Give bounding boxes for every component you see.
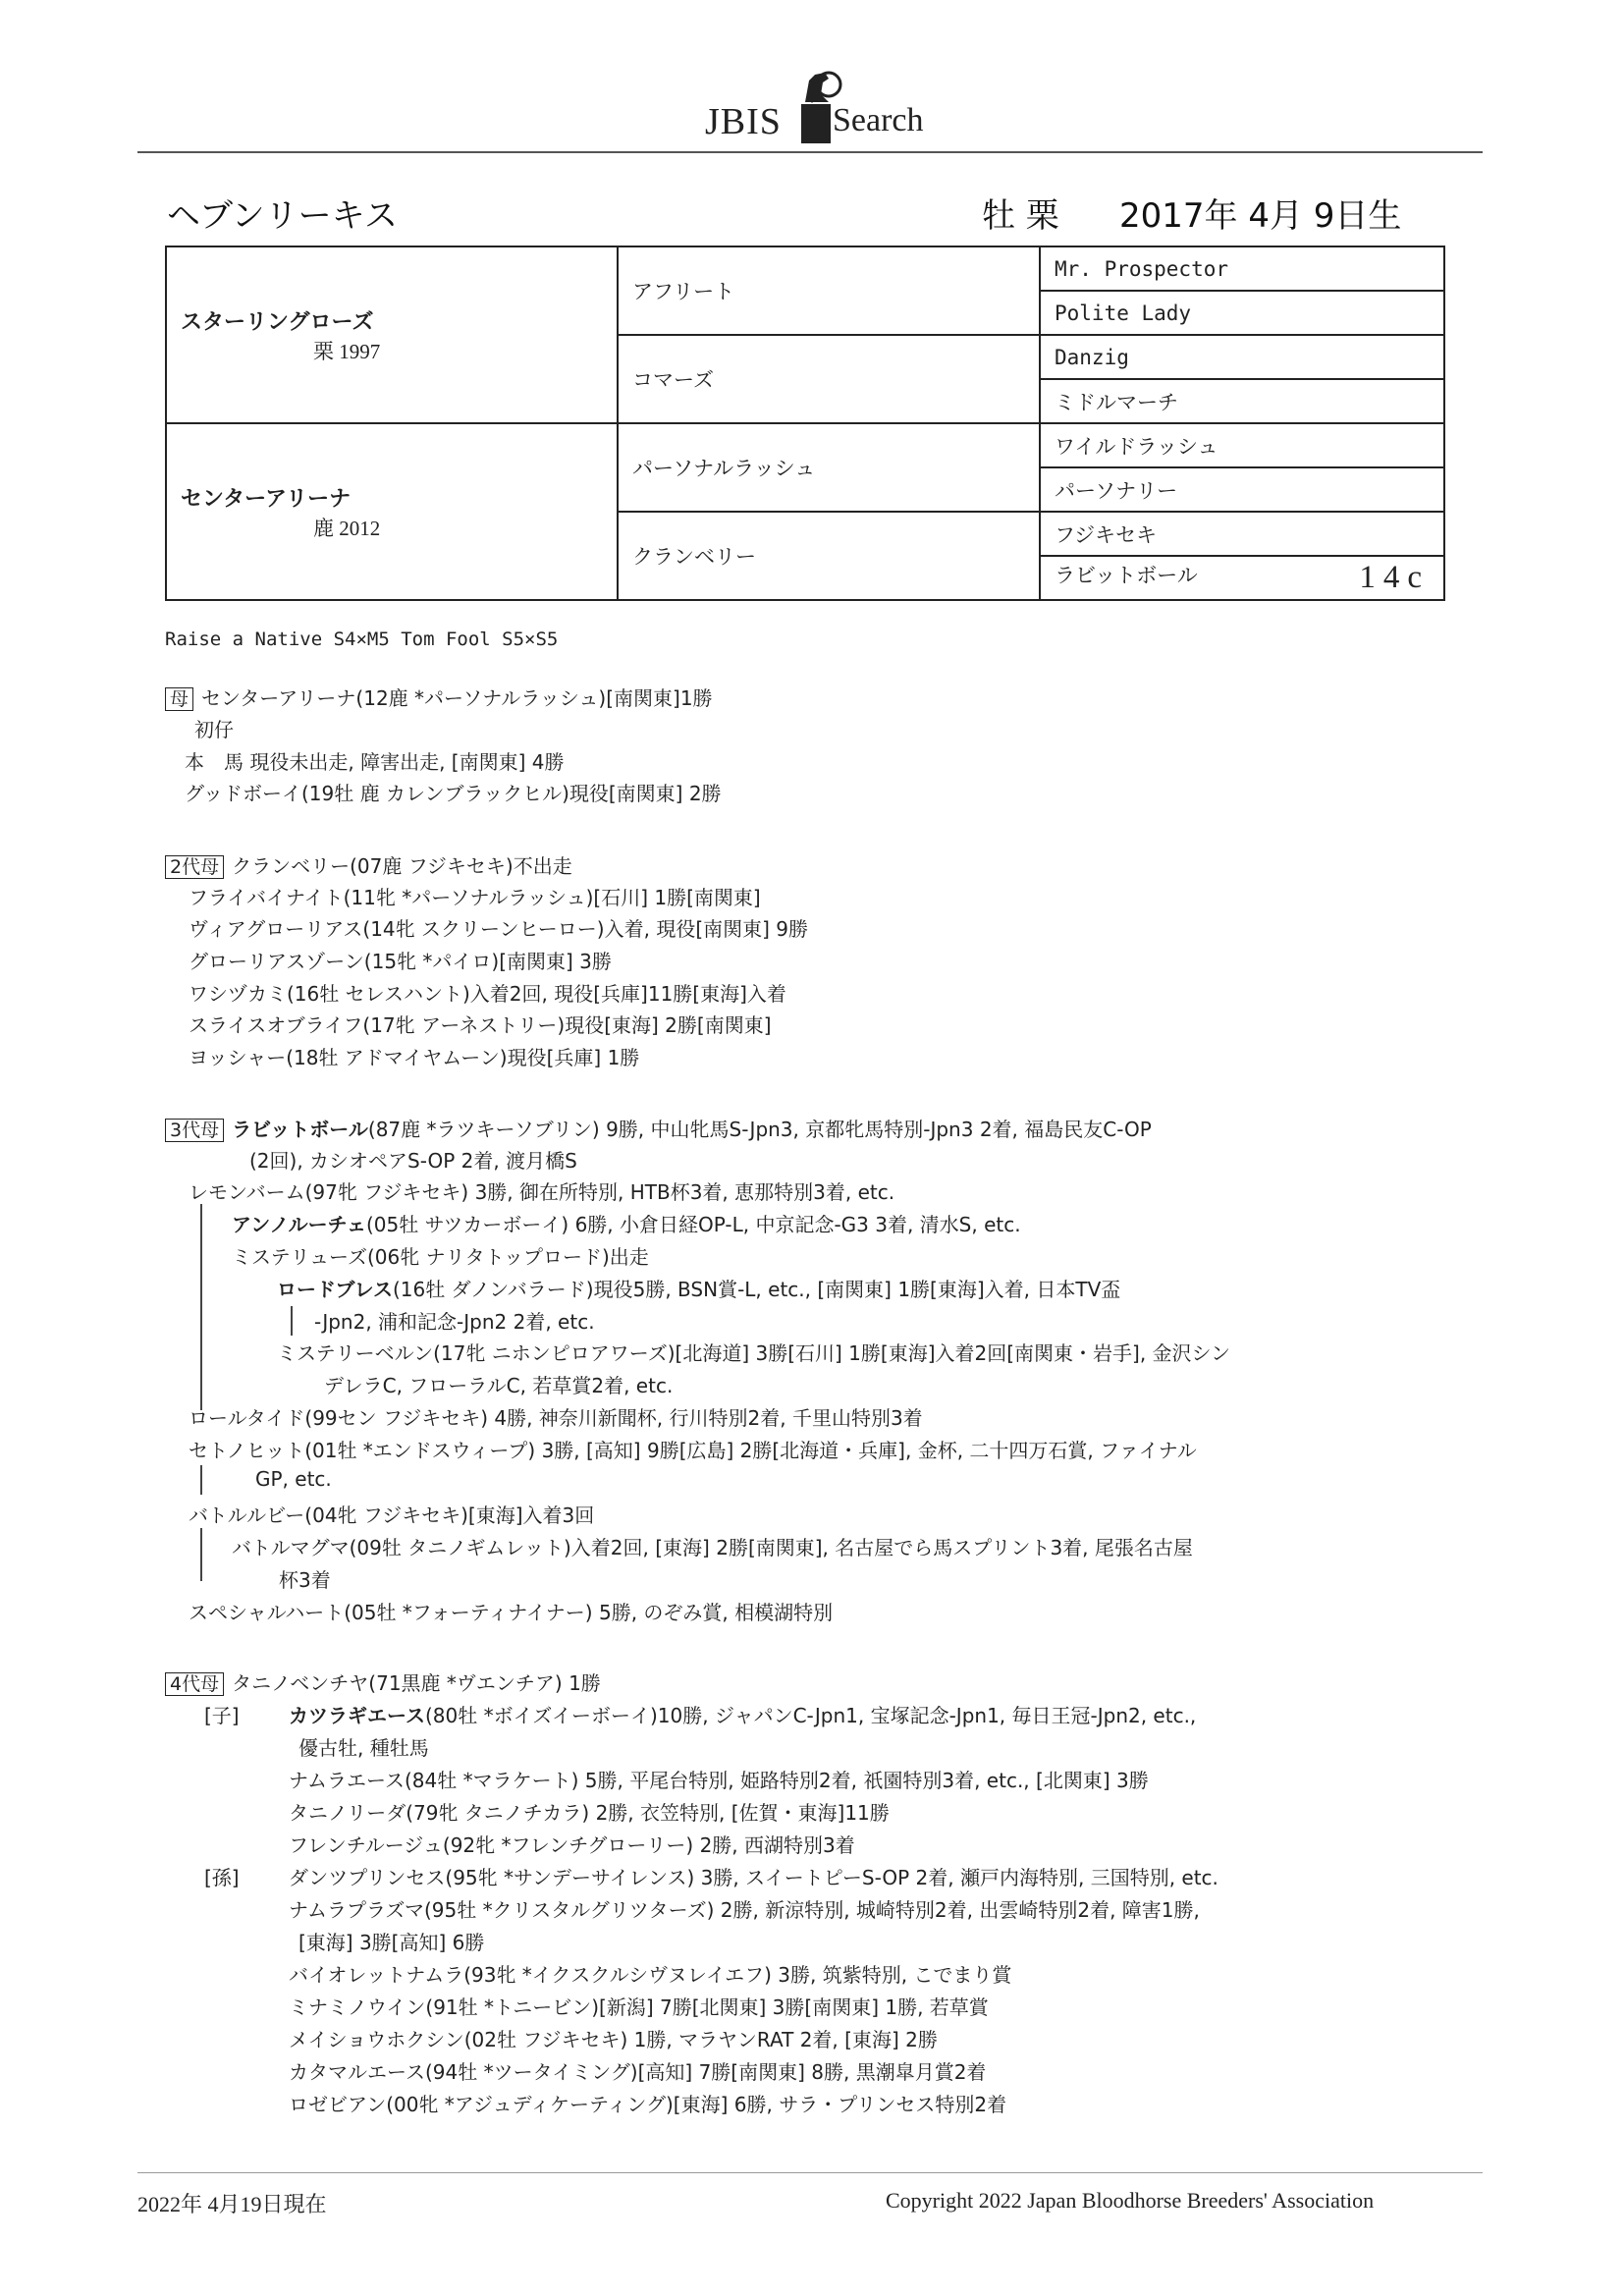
text-line: ミナミノウイン(91牡 *トニービン)[新潟] 7勝[北関東] 3勝[南関東] 1勝, 若草賞 bbox=[289, 1995, 989, 2019]
g3-cell bbox=[1040, 556, 1444, 600]
text-line: 優古牡, 種牡馬 bbox=[298, 1736, 429, 1760]
family-number: 14c bbox=[1359, 560, 1430, 595]
text-line: 本 馬 現役未出走, 障害出走, [南関東] 4勝 bbox=[185, 750, 565, 774]
text-line-detail: (80牡 *ボイズイーボーイ)10勝, ジャパンC-Jpn1, 宝塚記念-Jpn1, 毎日王冠-Jpn2, etc., bbox=[425, 1704, 1197, 1727]
grandchild-label: [孫] bbox=[204, 1866, 240, 1889]
black-type-name: カツラギエース bbox=[289, 1704, 425, 1727]
text-line: メイショウホクシン(02牡 フジキセキ) 1勝, マラヤンRAT 2着, [東海] 2勝 bbox=[289, 2028, 938, 2051]
text-line: センターアリーナ(12鹿 *パーソナルラッシュ)[南関東]1勝 bbox=[201, 686, 713, 710]
text-line: ワシヅカミ(16牡 セレスハント)入着2回, 現役[兵庫]11勝[東海]入着 bbox=[189, 982, 786, 1006]
g2-cell: パーソナルラッシュ bbox=[618, 423, 1040, 512]
black-type-name: アンノルーチェ bbox=[232, 1213, 366, 1236]
text-line: レモンバーム(97牝 フジキセキ) 3勝, 御在所特別, HTB杯3着, 恵那特別3着, etc. bbox=[189, 1180, 895, 1204]
text-line: バイオレットナムラ(93牝 *イクスクルシヴヌレイエフ) 3勝, 筑紫特別, こでまり賞 bbox=[289, 1963, 1012, 1987]
logo-jbis-text: JBIS bbox=[705, 101, 782, 142]
dam-cell bbox=[166, 423, 618, 600]
g2-cell: アフリート bbox=[618, 246, 1040, 335]
g2-section bbox=[165, 850, 572, 879]
dam-section bbox=[165, 683, 713, 711]
text-line: スペシャルハート(05牡 *フォーティナイナー) 5勝, のぞみ賞, 相模湖特別 bbox=[189, 1601, 834, 1624]
g3-cell: Polite Lady bbox=[1040, 291, 1444, 335]
footer-rule bbox=[137, 2172, 1483, 2173]
g3-cell: Mr. Prospector bbox=[1040, 246, 1444, 291]
g3-name: ラビットボール bbox=[1055, 564, 1198, 587]
text-line: ナムラエース(84牡 *マラケート) 5勝, 平尾台特別, 姫路特別2着, 祇園特別3着, etc., [北関東] 3勝 bbox=[289, 1769, 1149, 1792]
text-line: 初仔 bbox=[194, 718, 234, 741]
text-line: グローリアスゾーン(15牝 *パイロ)[南関東] 3勝 bbox=[189, 950, 612, 973]
text-line-detail: (16牡 ダノンバラード)現役5勝, BSN賞-L, etc., [南関東] 1勝[東海]入着, 日本TV盃 bbox=[393, 1278, 1121, 1301]
sire-name: スターリングローズ bbox=[181, 309, 374, 335]
text-line: ミステリューズ(06牝 ナリタトップロード)出走 bbox=[232, 1245, 649, 1269]
text-line: ロゼビアン(00牝 *アジュディケーティング)[東海] 6勝, サラ・プリンセス特別2着 bbox=[289, 2093, 1007, 2116]
text-line: フレンチルージュ(92牝 *フレンチグローリー) 2勝, 西湖特別3着 bbox=[289, 1833, 855, 1857]
text-line bbox=[277, 1274, 1120, 1302]
horse-name: ヘブンリーキス bbox=[167, 196, 398, 236]
tree-connector bbox=[200, 1465, 202, 1495]
text-line: ヴィアグローリアス(14牝 スクリーンヒーロー)入着, 現役[南関東] 9勝 bbox=[189, 917, 809, 941]
g3-cell: フジキセキ bbox=[1040, 512, 1444, 556]
text-line: バトルルビー(04牝 フジキセキ)[東海]入着3回 bbox=[189, 1503, 595, 1527]
text-line: ダンツプリンセス(95牝 *サンデーサイレンス) 3勝, スイートピーS-OP 2着, 瀬戸内海特別, 三国特別, etc. bbox=[289, 1866, 1218, 1889]
g2-cell: クランベリー bbox=[618, 512, 1040, 600]
g3-cell: Danzig bbox=[1040, 335, 1444, 379]
dam-name: センターアリーナ bbox=[181, 486, 352, 512]
text-line: デレラC, フローラルC, 若草賞2着, etc. bbox=[324, 1374, 674, 1397]
text-line: スライスオブライフ(17牝 アーネストリー)現役[東海] 2勝[南関東] bbox=[189, 1013, 772, 1037]
text-line: [東海] 3勝[高知] 6勝 bbox=[298, 1931, 485, 1954]
text-line: (2回), カシオペアS-OP 2着, 渡月橋S bbox=[249, 1149, 577, 1173]
g3-cell: ミドルマーチ bbox=[1040, 379, 1444, 423]
tree-connector bbox=[200, 1204, 202, 1410]
g3-cell: パーソナリー bbox=[1040, 467, 1444, 512]
text-line: -Jpn2, 浦和記念-Jpn2 2着, etc. bbox=[314, 1310, 595, 1334]
text-line: セトノヒット(01牡 *エンドスウィープ) 3勝, [高知] 9勝[広島] 2勝[北海道・兵庫], 金杯, 二十四万石賞, ファイナル bbox=[189, 1439, 1197, 1462]
sex-color: 牡 栗 bbox=[982, 196, 1059, 236]
black-type-name: ロードブレス bbox=[277, 1278, 393, 1301]
text-line: GP, etc. bbox=[255, 1467, 332, 1491]
g3-section bbox=[165, 1114, 1152, 1142]
black-type-name: ラビットボール bbox=[232, 1118, 368, 1141]
text-line bbox=[232, 1209, 1021, 1237]
birth-date: 2017年 4月 9日生 bbox=[1119, 196, 1402, 236]
text-line: タニノベンチヤ(71黒鹿 *ヴエンチア) 1勝 bbox=[232, 1671, 601, 1695]
text-line bbox=[289, 1700, 1196, 1728]
footer-copyright: Copyright 2022 Japan Bloodhorse Breeders' Association bbox=[886, 2188, 1375, 2213]
text-line: クランベリー(07鹿 フジキセキ)不出走 bbox=[232, 854, 572, 878]
text-line: バトルマグマ(09牡 タニノギムレット)入着2回, [東海] 2勝[南関東], 名古屋でら馬スプリント3着, 尾張名古屋 bbox=[232, 1536, 1193, 1559]
text-line: (87鹿 *ラツキーソブリン) 9勝, 中山牝馬S-Jpn3, 京都牝馬特別-Jpn3 2着, 福島民友C-OP bbox=[367, 1118, 1152, 1141]
footer-date: 2022年 4月19日現在 bbox=[137, 2192, 327, 2216]
section-label: 3代母 bbox=[165, 1119, 224, 1142]
text-line: 杯3着 bbox=[279, 1568, 331, 1592]
sire-color-year: 栗 1997 bbox=[313, 339, 381, 363]
jbis-search-logo bbox=[697, 59, 933, 147]
section-label: 4代母 bbox=[165, 1672, 224, 1696]
inbreeding-line: Raise a Native S4×M5 Tom Fool S5×S5 bbox=[165, 629, 559, 650]
section-label: 2代母 bbox=[165, 855, 224, 879]
g4-section bbox=[165, 1667, 601, 1696]
g2-cell: コマーズ bbox=[618, 335, 1040, 423]
text-line: ヨッシャー(18牡 アドマイヤムーン)現役[兵庫] 1勝 bbox=[189, 1046, 640, 1069]
section-label: 母 bbox=[165, 687, 193, 711]
dam-color-year: 鹿 2012 bbox=[313, 516, 381, 540]
text-line: カタマルエース(94牡 *ツータイミング)[高知] 7勝[南関東] 8勝, 黒潮皐月賞2着 bbox=[289, 2060, 987, 2084]
g3-cell: ワイルドラッシュ bbox=[1040, 423, 1444, 467]
text-line: ナムラプラズマ(95牡 *クリスタルグリツターズ) 2勝, 新涼特別, 城崎特別2着, 出雲崎特別2着, 障害1勝, bbox=[289, 1898, 1200, 1922]
text-line-detail: (05牡 サツカーボーイ) 6勝, 小倉日経OP-L, 中京記念-G3 3着, 清水S, etc. bbox=[366, 1213, 1021, 1236]
text-line: フライバイナイト(11牝 *パーソナルラッシュ)[石川] 1勝[南関東] bbox=[189, 886, 761, 909]
header-rule bbox=[137, 151, 1483, 153]
tree-connector bbox=[291, 1306, 293, 1336]
sire-cell bbox=[166, 246, 618, 423]
pedigree-table bbox=[165, 246, 1445, 601]
child-label: [子] bbox=[204, 1704, 240, 1727]
text-line: タニノリーダ(79牝 タニノチカラ) 2勝, 衣笠特別, [佐賀・東海]11勝 bbox=[289, 1801, 890, 1825]
logo-search-text: Search bbox=[833, 102, 924, 138]
text-line: ロールタイド(99セン フジキセキ) 4勝, 神奈川新聞杯, 行川特別2着, 千里山特別3着 bbox=[189, 1406, 923, 1430]
tree-connector bbox=[200, 1528, 202, 1581]
text-line: ミステリーベルン(17牝 ニホンピロアワーズ)[北海道] 3勝[石川] 1勝[東海]入着2回[南関東・岩手], 金沢シン bbox=[277, 1341, 1231, 1365]
text-line: グッドボーイ(19牡 鹿 カレンブラックヒル)現役[南関東] 2勝 bbox=[185, 782, 722, 805]
